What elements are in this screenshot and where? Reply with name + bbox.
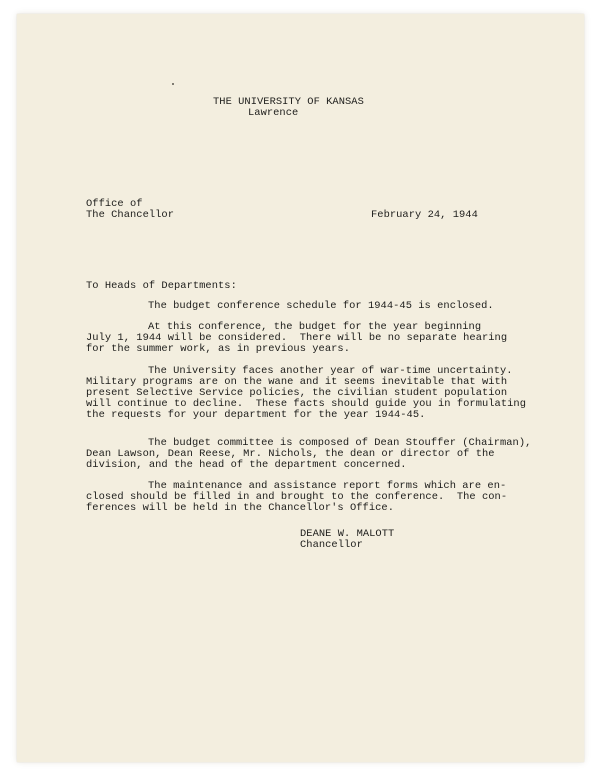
paragraph-line: Dean Lawson, Dean Reese, Mr. Nichols, the dean or director of the <box>86 448 495 460</box>
paragraph-line: present Selective Service policies, the civilian student population <box>86 387 508 399</box>
paper-speck <box>172 83 174 85</box>
signature-title: Chancellor <box>300 539 363 551</box>
paragraph-4-first-line: The budget committee is composed of Dean Stouffer (Chairman), <box>148 437 532 449</box>
paragraph-3 <box>86 377 526 421</box>
paragraph-2 <box>86 333 507 355</box>
paragraph-line: Military programs are on the wane and it seems inevitable that with <box>86 376 508 388</box>
paragraph-1 <box>148 301 494 312</box>
paragraph-line: ferences will be held in the Chancellor's Office. <box>86 502 394 514</box>
paragraph-4 <box>86 449 495 471</box>
paragraph-line: the requests for your department for the year 1944-45. <box>86 409 426 421</box>
paragraph-line: closed should be filled in and brought to the conference. The con- <box>86 491 508 503</box>
letterhead-city: Lawrence <box>248 107 299 119</box>
salutation: To Heads of Departments: <box>86 280 237 292</box>
paragraph-line: for the summer work, as in previous years. <box>86 343 350 355</box>
paragraph-5 <box>86 492 507 514</box>
letterhead-institution: THE UNIVERSITY OF KANSAS <box>213 96 364 108</box>
paragraph-2-first-line: At this conference, the budget for the year beginning <box>148 321 482 333</box>
sender-line-2: The Chancellor <box>86 209 174 221</box>
paragraph-3-first-line: The University faces another year of war-time uncertainty. <box>148 365 513 377</box>
signature-name: DEANE W. MALOTT <box>300 528 395 540</box>
paragraph-line: July 1, 1944 will be considered. There will be no separate hearing <box>86 332 508 344</box>
paragraph-line: division, and the head of the department concerned. <box>86 459 407 471</box>
paragraph-line: The budget conference schedule for 1944-45 is enclosed. <box>148 300 494 312</box>
paragraph-5-first-line: The maintenance and assistance report forms which are en- <box>148 480 507 492</box>
sender-line-1: Office of <box>86 198 143 210</box>
paragraph-line: will continue to decline. These facts should guide you in formulating <box>86 398 526 410</box>
letter-date: February 24, 1944 <box>371 209 478 221</box>
